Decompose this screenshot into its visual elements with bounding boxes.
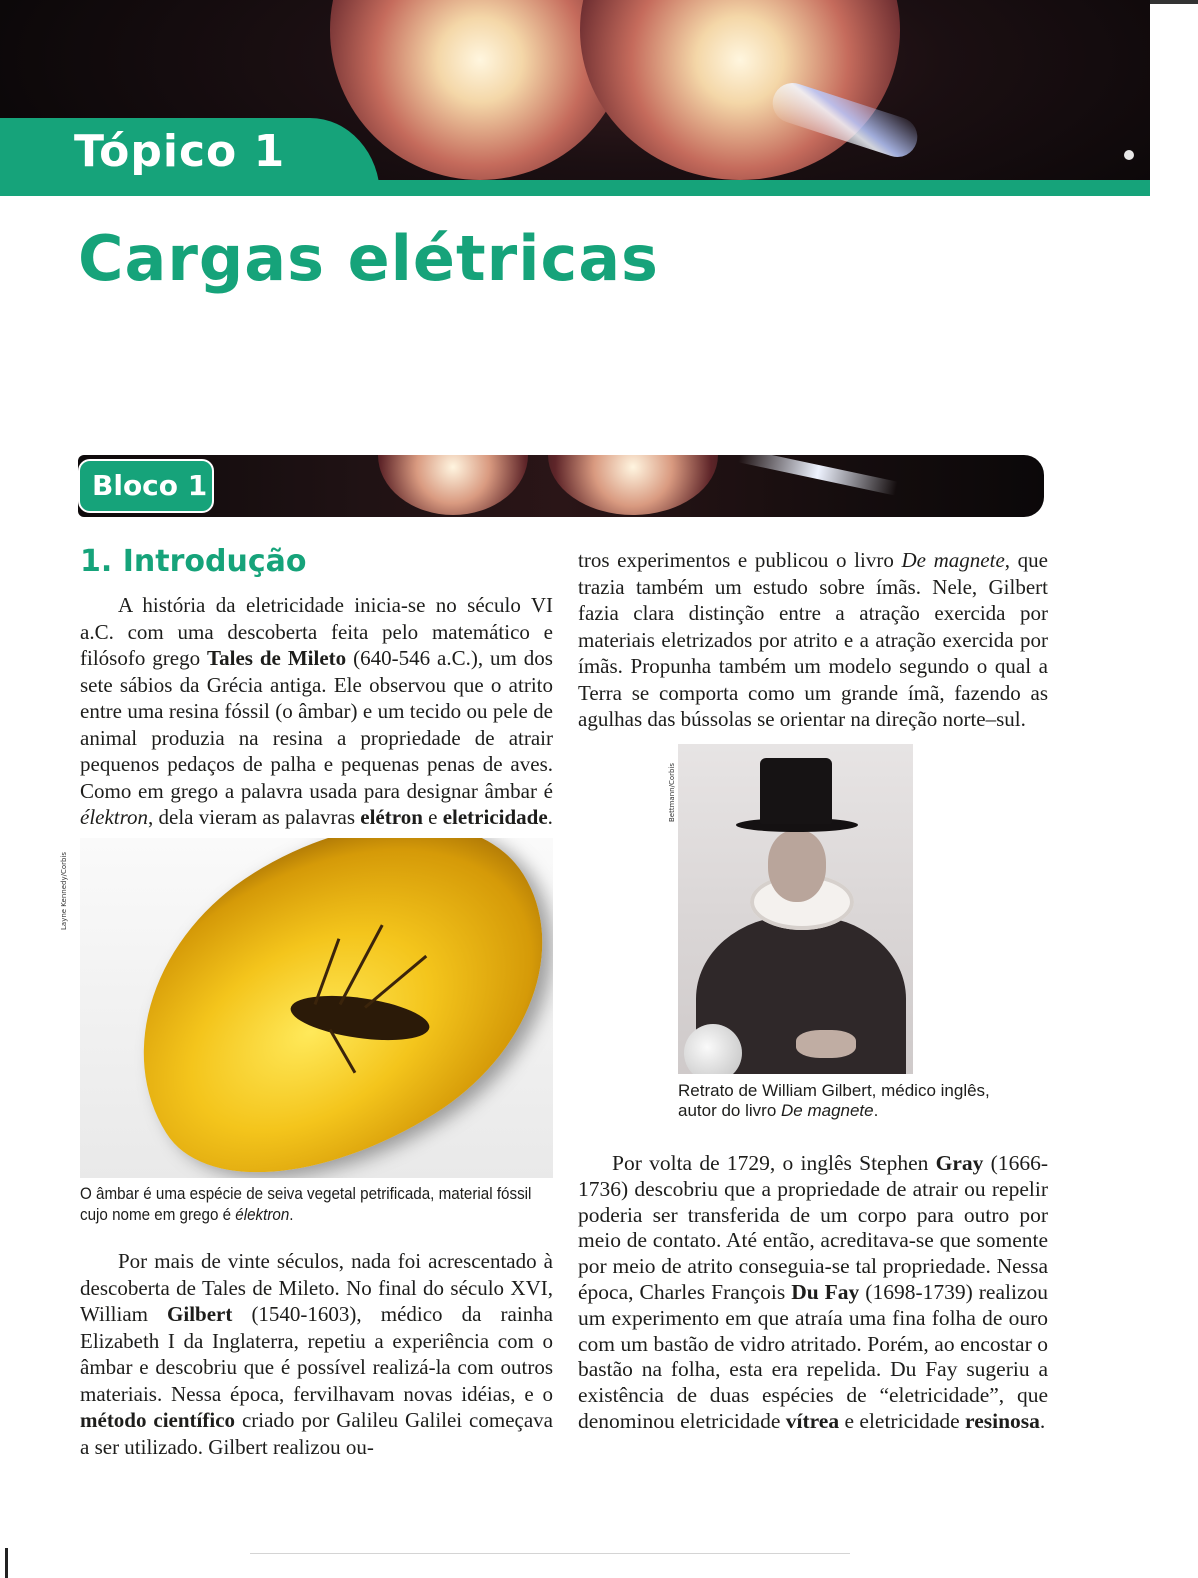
italic-term: De magnete (901, 548, 1005, 572)
block-glow-right (548, 455, 718, 515)
portrait-face (768, 830, 826, 902)
block-spark (738, 455, 897, 495)
caption-text: . (289, 1206, 294, 1224)
text-run: (640-546 a.C.), um dos sete sábios da Grécia antiga. Ele observou que o atrito entre uma resina fóssil (o âmbar) e um tecido ou pele de animal produzia na resina a propriedade de atrair pequenos pedaços de palha e pequenas penas de aves. Como em grego a palavra usada para designar âmbar é (80, 646, 553, 803)
section-heading: 1. Introdução (80, 544, 307, 579)
gilbert-portrait (678, 744, 913, 1074)
block-glow-left (378, 455, 528, 515)
header-banner (0, 0, 1150, 196)
text-run: e eletricidade (839, 1408, 966, 1433)
gilbert-continued-paragraph (578, 547, 1048, 733)
text-run: Por volta de 1729, o inglês Stephen (612, 1151, 936, 1175)
bold-term: vítrea (785, 1408, 840, 1433)
amber-photo-credit: Layne Kennedy/Corbis (60, 851, 68, 930)
bold-term: resinosa (965, 1408, 1040, 1433)
caption-italic: élektron (235, 1206, 290, 1224)
bold-term: Tales de Mileto (207, 646, 347, 670)
text-run: , dela vieram as palavras (148, 805, 361, 829)
text-run: (1540-1603), médico da rainha Elizabeth I da Inglaterra, repetiu a experiência com o âmbar e descobriu que é possível realizá-la com outros materiais. Nessa época, fervilhavam novas idéias, e o (80, 1302, 553, 1406)
caption-italic: De magnete (781, 1101, 874, 1120)
text-run: e (422, 805, 443, 829)
bold-term: Du Fay (791, 1279, 860, 1304)
intro-paragraph (80, 592, 553, 831)
bold-term: Gray (935, 1151, 984, 1175)
portrait-credit: Bettmann/Corbis (668, 762, 676, 822)
portrait-globe (684, 1024, 742, 1074)
text-run: (1698-1739) realizou um experimento em que atraía uma fina folha de ouro com um bastão de vidro atritado. Porém, ao encostar o bastão na folha, esta era repelida. Du Fay sugeriu a existência de duas espécies de “eletricidade”, que denominou eletricidade (578, 1279, 1048, 1433)
italic-term: élektron (80, 805, 149, 829)
scan-mark (5, 1548, 8, 1578)
block-banner (78, 455, 1044, 517)
text-run: , que trazia também um estudo sobre ímãs. Nele, Gilbert fazia clara distinção entre a atração exercida por materiais eletrizados por atrito e a atração exercida por ímãs. Propunha também um modelo segundo o qual a Terra se comporta como um grande ímã, fazendo as agulhas das bússolas se orientar na direção norte–sul. (578, 548, 1048, 731)
caption-text: O âmbar é uma espécie de seiva vegetal petrificada, material fóssil cujo nome em grego é (80, 1185, 532, 1224)
footer-rule (250, 1553, 850, 1554)
gilbert-paragraph (80, 1248, 553, 1460)
page-title: Cargas elétricas (78, 222, 659, 295)
corner-line (1150, 0, 1198, 4)
amber-photo (80, 838, 553, 1178)
text-run: criado por Galileu Galilei começava a ser utilizado. Gilbert realizou ou- (80, 1408, 553, 1459)
text-run: (1666-1736) descobriu que a propriedade de atrair ou repelir poderia ser transferida de um corpo para outro por meio de contato. Até então, acreditava-se que somente por meio de atrito conseguia-se tal propriedade. Nessa época, Charles François (578, 1151, 1048, 1304)
block-tag (78, 459, 214, 513)
banner-dot (1124, 150, 1134, 160)
bold-term: eletricidade (442, 805, 548, 829)
text-run: . (547, 805, 553, 829)
text-run: A história da eletricidade inicia-se no século VI a.C. com uma descoberta feita pelo matemático e filósofo grego (80, 593, 553, 670)
topic-label: Tópico 1 (74, 126, 286, 177)
amber-caption (80, 1184, 558, 1226)
text-run: tros experimentos e publicou o livro (578, 548, 902, 572)
gray-dufay-paragraph (578, 1151, 1048, 1435)
portrait-caption (678, 1081, 998, 1121)
bold-term: Gilbert (167, 1302, 233, 1326)
text-run: Por mais de vinte séculos, nada foi acrescentado à descoberta de Tales de Mileto. No final do século XVI, William (80, 1249, 553, 1326)
portrait-hand (796, 1030, 856, 1058)
block-label: Bloco 1 (92, 469, 208, 502)
bold-term: elétron (360, 805, 423, 829)
text-run: . (1039, 1408, 1046, 1433)
portrait-hat (760, 758, 832, 824)
banner-glow-right (580, 0, 900, 180)
bold-term: método científico (80, 1408, 236, 1432)
caption-text: Retrato de William Gilbert, médico inglês, autor do livro (678, 1081, 990, 1120)
caption-text: . (873, 1101, 879, 1120)
